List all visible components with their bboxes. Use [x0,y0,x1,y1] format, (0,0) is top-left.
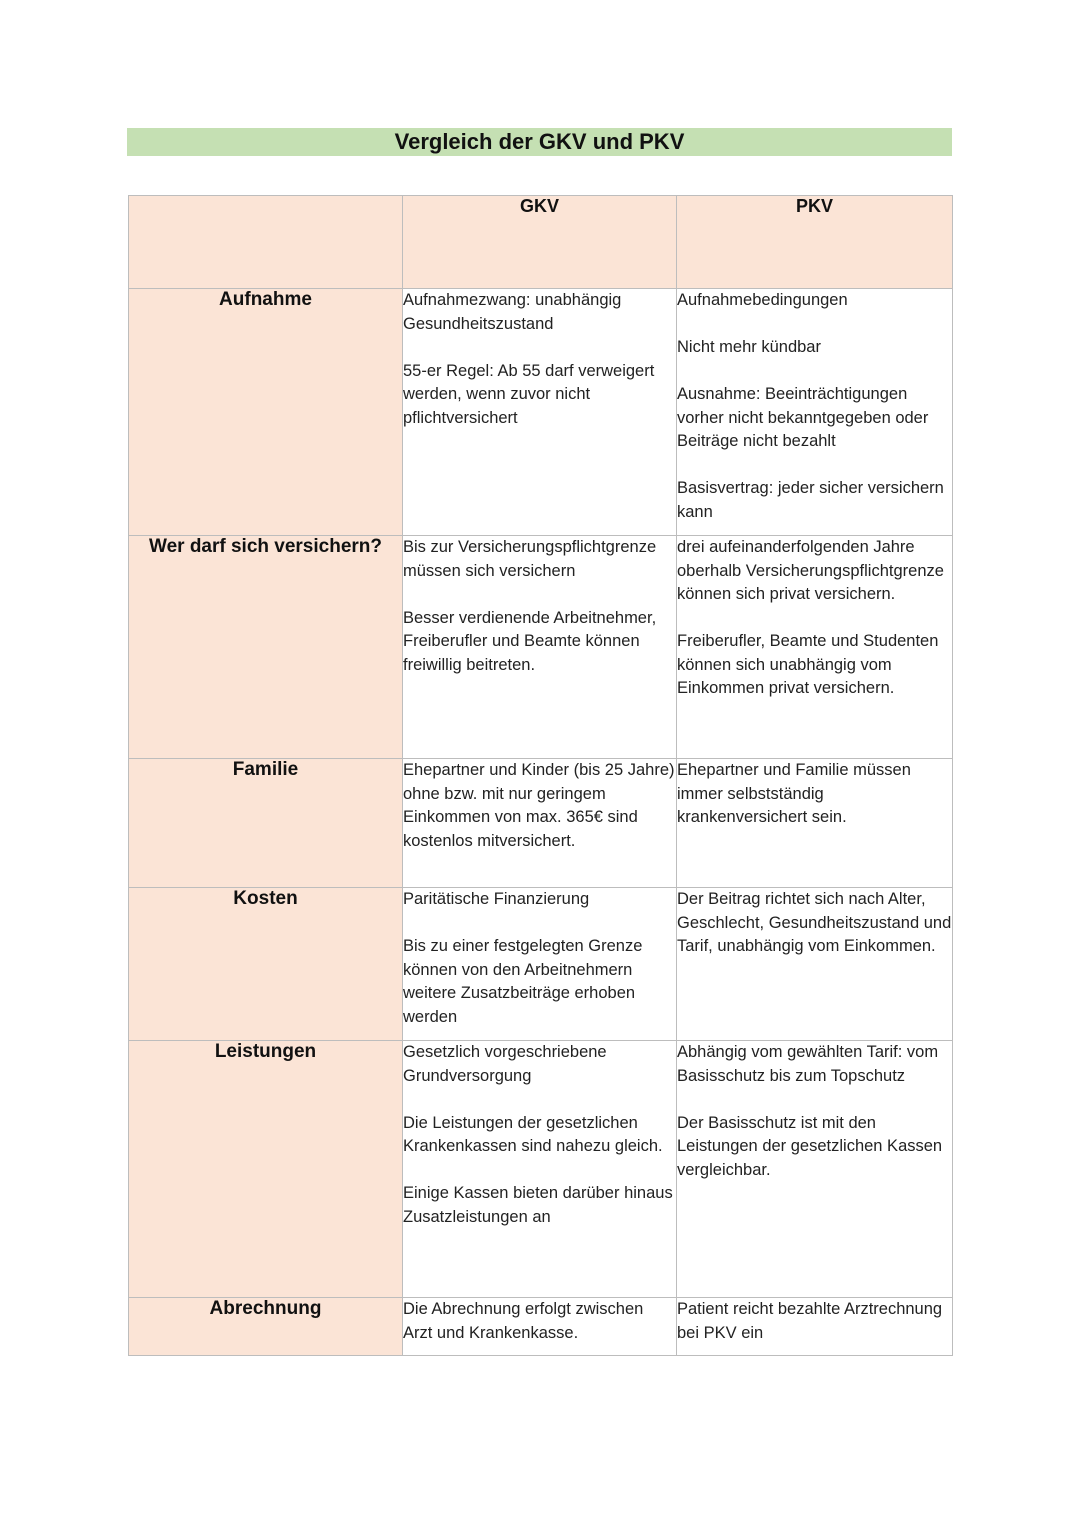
gkv-cell [403,289,677,536]
row-label: Abrechnung [129,1298,403,1356]
comparison-table [128,195,953,1356]
gkv-cell [403,759,677,888]
cell-paragraph: Die Abrechnung erfolgt zwischen Arzt und Krankenkasse. [403,1300,644,1342]
gkv-cell [403,888,677,1041]
cell-paragraph: Aufnahmezwang: unabhängig Gesundheitszustand [403,291,622,333]
row-label: Wer darf sich versichern? [129,536,403,759]
table-header-row [129,196,953,289]
gkv-cell [403,536,677,759]
cell-paragraph: Gesetzlich vorgeschriebene Grundversorgung [403,1043,607,1085]
cell-paragraph: Ehepartner und Familie müssen immer selbstständig krankenversichert sein. [677,761,911,826]
pkv-cell [677,289,953,536]
pkv-cell [677,536,953,759]
gkv-cell [403,1298,677,1356]
cell-paragraph: 55-er Regel: Ab 55 darf verweigert werden, wenn zuvor nicht pflichtversichert [403,361,655,427]
cell-paragraph: Ehepartner und Kinder (bis 25 Jahre) ohne bzw. mit nur geringem Einkommen von max. 365€ sind kostenlos mitversichert. [403,761,675,850]
cell-paragraph: drei aufeinanderfolgenden Jahre oberhalb Versicherungspflichtgrenze können sich privat versichern. [677,538,944,603]
pkv-cell [677,1298,953,1356]
cell-paragraph: Paritätische Finanzierung [403,890,590,908]
table-row-aufnahme [129,289,953,536]
header-gkv: GKV [403,196,677,289]
cell-paragraph: Bis zur Versicherungspflichtgrenze müssen sich versichern [403,538,657,580]
table-row-kosten [129,888,953,1041]
cell-paragraph: Freiberufler, Beamte und Studenten können sich unabhängig vom Einkommen privat versichern. [677,632,939,697]
row-label: Aufnahme [129,289,403,536]
table-row-wer-darf-sich-versichern [129,536,953,759]
gkv-cell [403,1041,677,1298]
header-pkv: PKV [677,196,953,289]
table-row-abrechnung [129,1298,953,1356]
cell-paragraph: Basisvertrag: jeder sicher versichern kann [677,479,944,521]
cell-paragraph: Besser verdienende Arbeitnehmer, Freiberufler und Beamte können freiwillig beitreten. [403,608,657,674]
cell-paragraph: Der Beitrag richtet sich nach Alter, Geschlecht, Gesundheitszustand und Tarif, unabhängig vom Einkommen. [677,890,952,955]
table-row-familie [129,759,953,888]
pkv-cell [677,888,953,1041]
row-label: Familie [129,759,403,888]
cell-paragraph: Nicht mehr kündbar [677,338,821,356]
cell-paragraph: Bis zu einer festgelegten Grenze können von den Arbeitnehmern weitere Zusatzbeiträge erhoben werden [403,937,643,1026]
cell-paragraph: Patient reicht bezahlte Arztrechnung bei PKV ein [677,1300,943,1342]
cell-paragraph: Die Leistungen der gesetzlichen Krankenkassen sind nahezu gleich. [403,1113,663,1155]
header-empty-cell [129,196,403,289]
cell-paragraph: Ausnahme: Beeinträchtigungen vorher nicht bekanntgegeben oder Beiträge nicht bezahlt [677,385,929,450]
row-label: Leistungen [129,1041,403,1298]
cell-paragraph: Einige Kassen bieten darüber hinaus Zusatzleistungen an [403,1184,673,1226]
row-label: Kosten [129,888,403,1041]
cell-paragraph: Aufnahmebedingungen [677,291,848,309]
cell-paragraph: Der Basisschutz ist mit den Leistungen der gesetzlichen Kassen vergleichbar. [677,1113,943,1179]
cell-paragraph: Abhängig vom gewählten Tarif: vom Basisschutz bis zum Topschutz [677,1043,939,1085]
pkv-cell [677,759,953,888]
table-row-leistungen [129,1041,953,1298]
page-title: Vergleich der GKV und PKV [127,128,952,156]
pkv-cell [677,1041,953,1298]
